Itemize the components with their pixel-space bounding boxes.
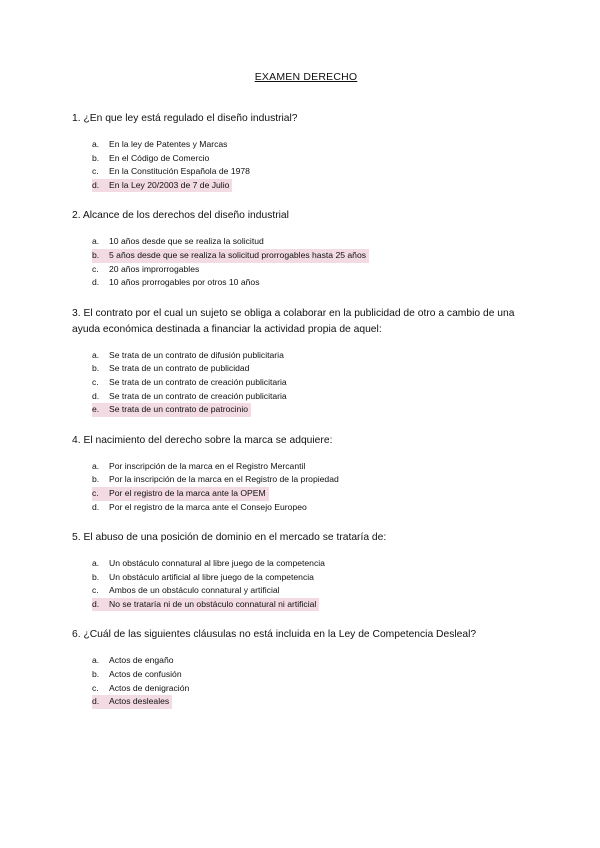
option-text: Actos de confusión bbox=[109, 669, 182, 680]
option-item bbox=[92, 390, 287, 404]
option-letter: a. bbox=[92, 236, 100, 247]
question-text: 3. El contrato por el cual un sujeto se obliga a colaborar en la publicidad de otro a cambio de una ayuda económica destinada a financiar la actividad propia de aquel: bbox=[72, 307, 515, 335]
option-letter: c. bbox=[92, 166, 99, 177]
option-letter: a. bbox=[92, 139, 100, 149]
option-letter: b. bbox=[92, 474, 100, 485]
option-letter: c. bbox=[92, 376, 99, 387]
option-item-highlighted bbox=[92, 179, 232, 193]
option-text: 10 años prorrogables por otros 10 años bbox=[109, 277, 260, 288]
option-item bbox=[92, 138, 227, 152]
option-letter: d. bbox=[92, 501, 100, 512]
option-text: Se trata de un contrato de difusión publicitaria bbox=[109, 349, 284, 360]
option-item bbox=[92, 235, 264, 249]
option-letter: e. bbox=[92, 404, 100, 415]
question-text: 5. El abuso de una posición de dominio en el mercado se trataría de: bbox=[72, 532, 387, 544]
option-letter: d. bbox=[92, 179, 100, 190]
option-item bbox=[92, 152, 209, 166]
option-list bbox=[72, 557, 540, 611]
option-item bbox=[92, 571, 314, 585]
option-letter: d. bbox=[92, 696, 100, 707]
question-4 bbox=[72, 433, 540, 514]
option-letter: c. bbox=[92, 682, 99, 693]
option-item bbox=[92, 584, 280, 598]
option-item bbox=[92, 557, 325, 571]
option-text: Se trata de un contrato de creación publicitaria bbox=[109, 376, 287, 387]
option-text: En el Código de Comercio bbox=[109, 152, 210, 163]
option-text: Un obstáculo connatural al libre juego de la competencia bbox=[109, 558, 325, 569]
option-item-highlighted bbox=[92, 249, 369, 263]
option-letter: b. bbox=[92, 669, 100, 680]
option-text: Se trata de un contrato de publicidad bbox=[109, 363, 250, 374]
option-text: Se trata de un contrato de creación publicitaria bbox=[109, 390, 287, 401]
option-list bbox=[72, 138, 540, 192]
question-3 bbox=[72, 306, 540, 417]
option-text: En la Constitución Española de 1978 bbox=[109, 166, 250, 177]
option-item bbox=[92, 668, 182, 682]
option-text: En la ley de Patentes y Marcas bbox=[109, 139, 228, 149]
option-letter: c. bbox=[92, 487, 99, 498]
option-text: Un obstáculo artificial al libre juego de la competencia bbox=[109, 571, 314, 582]
option-letter: b. bbox=[92, 249, 100, 260]
option-text: Por el registro de la marca ante la OPEM bbox=[109, 487, 266, 498]
document-title: EXAMEN DERECHO bbox=[254, 71, 358, 83]
question-text: 6. ¿Cuál de las siguientes cláusulas no está incluida en la Ley de Competencia Desleal? bbox=[72, 629, 477, 641]
option-text: No se trataría ni de un obstáculo connatural ni artificial bbox=[109, 598, 317, 609]
option-letter: b. bbox=[92, 571, 100, 582]
option-item-highlighted bbox=[92, 598, 319, 612]
option-item bbox=[92, 276, 260, 290]
option-list bbox=[72, 654, 540, 708]
option-item bbox=[92, 165, 250, 179]
option-text: Por el registro de la marca ante el Consejo Europeo bbox=[109, 501, 307, 512]
question-6 bbox=[72, 627, 540, 708]
option-list bbox=[72, 235, 540, 289]
question-text: 1. ¿En que ley está regulado el diseño industrial? bbox=[72, 113, 298, 124]
option-letter: a. bbox=[92, 460, 100, 471]
option-text: 10 años desde que se realiza la solicitud bbox=[109, 236, 264, 247]
option-item bbox=[92, 501, 307, 515]
option-letter: b. bbox=[92, 363, 100, 374]
question-text: 4. El nacimiento del derecho sobre la marca se adquiere: bbox=[72, 434, 333, 446]
question-2 bbox=[72, 208, 540, 289]
option-item bbox=[92, 349, 284, 363]
option-item bbox=[92, 263, 199, 277]
option-item bbox=[92, 376, 287, 390]
question-5 bbox=[72, 530, 540, 611]
option-text: Actos desleales bbox=[109, 696, 170, 707]
option-list bbox=[72, 349, 540, 417]
option-item-highlighted bbox=[92, 487, 269, 501]
option-text: Por inscripción de la marca en el Registro Mercantil bbox=[109, 460, 306, 471]
option-item-highlighted bbox=[92, 403, 251, 417]
option-text: Se trata de un contrato de patrocinio bbox=[109, 404, 249, 415]
question-list bbox=[72, 111, 540, 709]
option-item bbox=[92, 362, 249, 376]
option-text: Actos de engaño bbox=[109, 655, 174, 666]
question-1 bbox=[72, 111, 540, 192]
option-letter: c. bbox=[92, 585, 99, 596]
option-letter: d. bbox=[92, 598, 100, 609]
option-item bbox=[92, 654, 174, 668]
option-item bbox=[92, 460, 305, 474]
option-letter: a. bbox=[92, 655, 100, 666]
option-letter: d. bbox=[92, 277, 100, 288]
option-item-highlighted bbox=[92, 695, 172, 709]
option-text: Por la inscripción de la marca en el Registro de la propiedad bbox=[109, 474, 339, 485]
question-text: 2. Alcance de los derechos del diseño industrial bbox=[72, 210, 289, 222]
option-item bbox=[92, 682, 189, 696]
option-text: Actos de denigración bbox=[109, 682, 190, 693]
option-text: Ambos de un obstáculo connatural y artificial bbox=[109, 585, 280, 596]
option-letter: c. bbox=[92, 263, 99, 274]
option-letter: a. bbox=[92, 349, 100, 360]
option-list bbox=[72, 460, 540, 514]
option-text: 5 años desde que se realiza la solicitud prorrogables hasta 25 años bbox=[109, 249, 367, 260]
option-text: En la Ley 20/2003 de 7 de Julio bbox=[109, 179, 230, 190]
option-letter: b. bbox=[92, 152, 100, 163]
option-item bbox=[92, 473, 339, 487]
option-letter: a. bbox=[92, 558, 100, 569]
option-text: 20 años improrrogables bbox=[109, 263, 200, 274]
option-letter: d. bbox=[92, 390, 100, 401]
